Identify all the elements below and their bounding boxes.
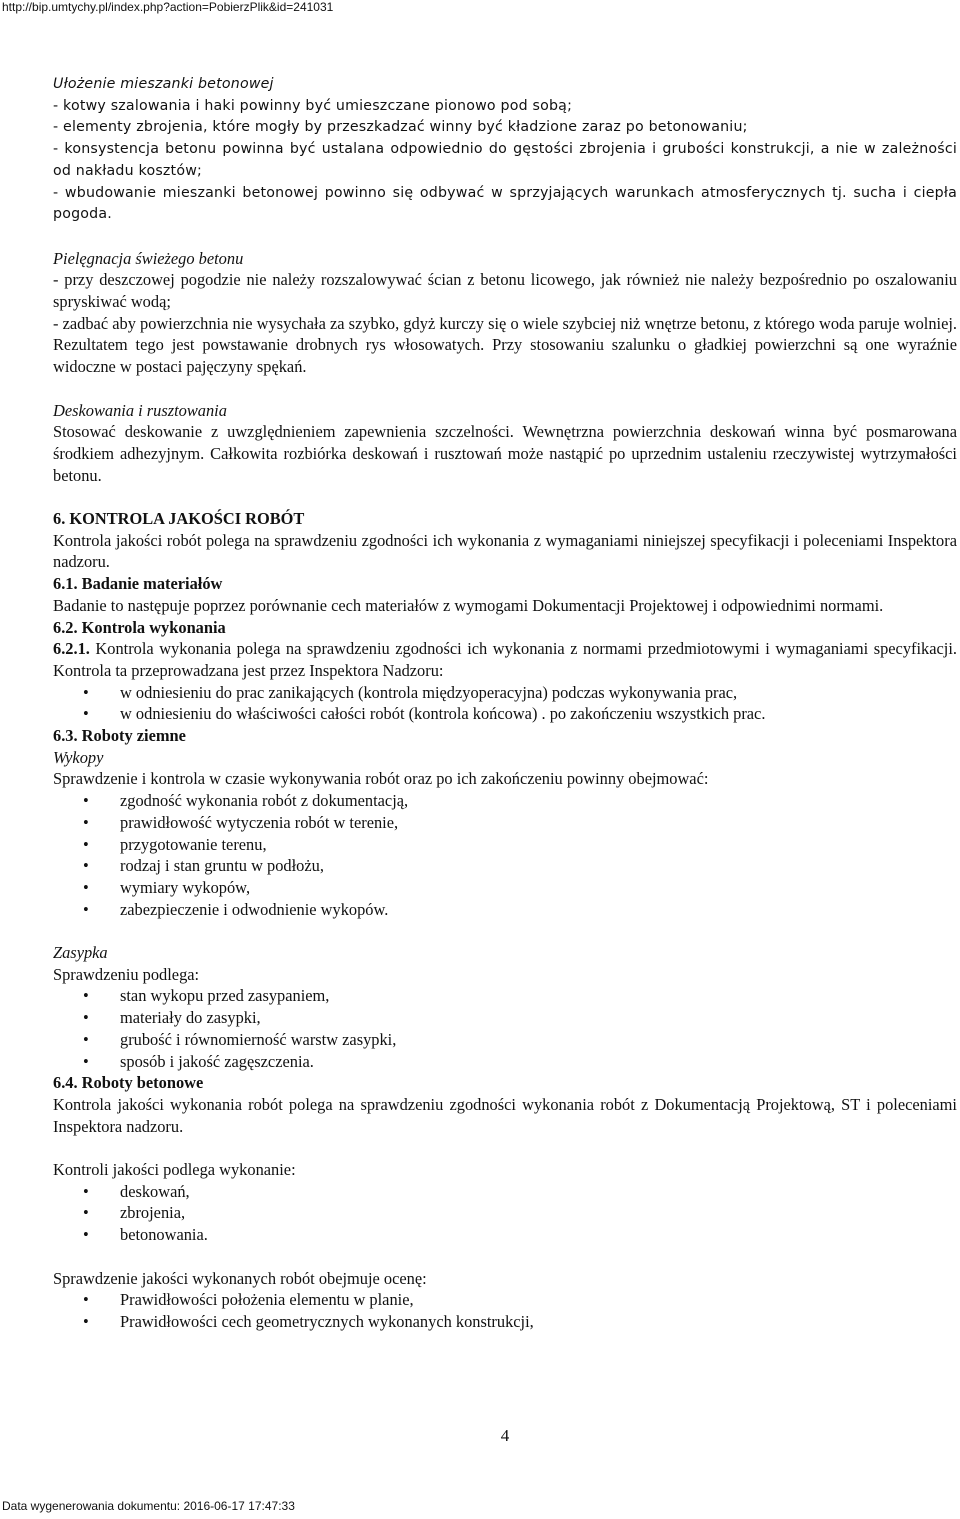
heading-6-3: 6.3. Roboty ziemne (53, 726, 186, 746)
section-title-deskowania: Deskowania i rusztowania (53, 400, 227, 420)
document-body (53, 74, 957, 1333)
wykopy-title: Wykopy (53, 747, 104, 767)
list-item: • zgodność wykonania robót z dokumentacją, (53, 790, 957, 812)
list-item: • betonowania. (53, 1224, 957, 1246)
section-title-mieszanka: Ułożenie mieszanki betonowej (53, 76, 274, 92)
list-item: • materiały do zasypki, (53, 1007, 957, 1029)
s62-bullet-list (53, 682, 957, 725)
list-item: • rodzaj i stan gruntu w podłożu, (53, 855, 957, 877)
wykopy-text: Sprawdzenie i kontrola w czasie wykonywania robót oraz po ich zakończeniu powinny obejmować: (53, 769, 709, 789)
s64-text: Kontrola jakości wykonania robót polega na sprawdzeniu zgodności wykonania robót z Dokumentacją Projektową, ST i poleceniami Inspektora nadzoru. (53, 1094, 957, 1136)
heading-kontrola-jakosci: 6. KONTROLA JAKOŚCI ROBÓT (53, 509, 305, 529)
mieszanka-line-4: - wbudowanie mieszanki betonowej powinno się odbywać w sprzyjających warunkach atmosferycznych tj. sucha i ciepła pogoda. (53, 184, 957, 223)
list-item: • sposób i jakość zagęszczenia. (53, 1051, 957, 1073)
list-item: • grubość i równomierność warstw zasypki, (53, 1029, 957, 1051)
zasypka-text: Sprawdzeniu podlega: (53, 964, 200, 984)
list-item: • Prawidłowości cech geometrycznych wykonanych konstrukcji, (53, 1311, 957, 1333)
pielegnacja-line-2: - zadbać aby powierzchnia nie wysychała za szybko, gdyż kurczy się o wiele szybciej niż wnętrze betonu, z którego woda paruje wolniej. Rezultatem tego jest powstawanie drobnych rys włosowatych. Przy stosowaniu szalunku o gładkiej powierzchni są one wyraźnie widoczne w postaci pajęczyny spękań. (53, 313, 957, 377)
zasypka-bullet-list (53, 985, 957, 1072)
s61-text: Badanie to następuje poprzez porównanie cech materiałów z wymogami Dokumentacji Projektowej i odpowiednimi normami. (53, 595, 884, 615)
mieszanka-line-3: - konsystencja betonu powinna być ustalana odpowiednio do gęstości zbrojenia i grubości konstrukcji, a nie w zależności od nakładu kosztów; (53, 141, 957, 179)
ocena-bullet-list (53, 1289, 957, 1332)
heading-6-2: 6.2. Kontrola wykonania (53, 617, 226, 637)
pielegnacja-line-1: - przy deszczowej pogodzie nie należy rozszalowywać ścian z betonu licowego, jak również nie należy bezpośrednio po oszalowaniu spryskiwać wodą; (53, 270, 957, 312)
list-item: • przygotowanie terenu, (53, 834, 957, 856)
list-item: • prawidłowość wytyczenia robót w terenie, (53, 812, 957, 834)
s62-text (53, 638, 957, 681)
heading-6-1: 6.1. Badanie materiałów (53, 574, 223, 594)
s62-body: Kontrola wykonania polega na sprawdzeniu zgodności ich wykonania z normami przedmiotowymi i wymaganiami specyfikacji. Kontrola ta przeprowadzana jest przez Inspektora Nadzoru: (53, 639, 957, 680)
ocena-text: Sprawdzenie jakości wykonanych robót obejmuje ocenę: (53, 1268, 427, 1288)
page-number: 4 (500, 1426, 510, 1445)
list-item: • w odniesieniu do prac zanikających (kontrola międzyoperacyjna) podczas wykonywania prac, (53, 682, 957, 704)
list-item: • wymiary wykopów, (53, 877, 957, 899)
kontroli-bullet-list (53, 1181, 957, 1246)
zasypka-title: Zasypka (53, 943, 108, 963)
generation-date: Data wygenerowania dokumentu: 2016-06-17 17:47:33 (2, 1499, 295, 1513)
section-title-pielegnacja: Pielęgnacja świeżego betonu (53, 248, 244, 268)
deskowania-text: Stosować deskowanie z uwzględnieniem zapewnienia szczelności. Wewnętrzna powierzchnia deskowań winna być posmarowana środkiem adhezyjnym. Całkowita rozbiórka deskowań i rusztowań może nastąpić po uprzednim ustaleniu rzeczywistej wytrzymałości betonu. (53, 422, 957, 485)
source-url: http://bip.umtychy.pl/index.php?action=PobierzPlik&id=241031 (2, 0, 334, 14)
heading-6-4: 6.4. Roboty betonowe (53, 1073, 204, 1093)
list-item: • deskowań, (53, 1181, 957, 1203)
kontroli-text: Kontroli jakości podlega wykonanie: (53, 1160, 296, 1180)
list-item: • stan wykopu przed zasypaniem, (53, 985, 957, 1007)
mieszanka-line-1: - kotwy szalowania i haki powinny być umieszczane pionowo pod sobą; (53, 97, 573, 114)
list-item: • Prawidłowości położenia elementu w planie, (53, 1289, 957, 1311)
list-item: • w odniesieniu do właściwości całości robót (kontrola końcowa) . po zakończeniu wszystkich prac. (53, 703, 957, 725)
wykopy-bullet-list (53, 790, 957, 920)
list-item: • zabezpieczenie i odwodnienie wykopów. (53, 899, 957, 921)
s62-number: 6.2.1. (53, 639, 90, 659)
list-item: • zbrojenia, (53, 1202, 957, 1224)
kontrola-text: Kontrola jakości robót polega na sprawdzeniu zgodności ich wykonania z wymaganiami niniejszej specyfikacji i poleceniami Inspektora nadzoru. (53, 530, 957, 572)
mieszanka-line-2: - elementy zbrojenia, które mogły by przeszkadzać winny być kładzione zaraz po betonowaniu; (53, 119, 748, 136)
